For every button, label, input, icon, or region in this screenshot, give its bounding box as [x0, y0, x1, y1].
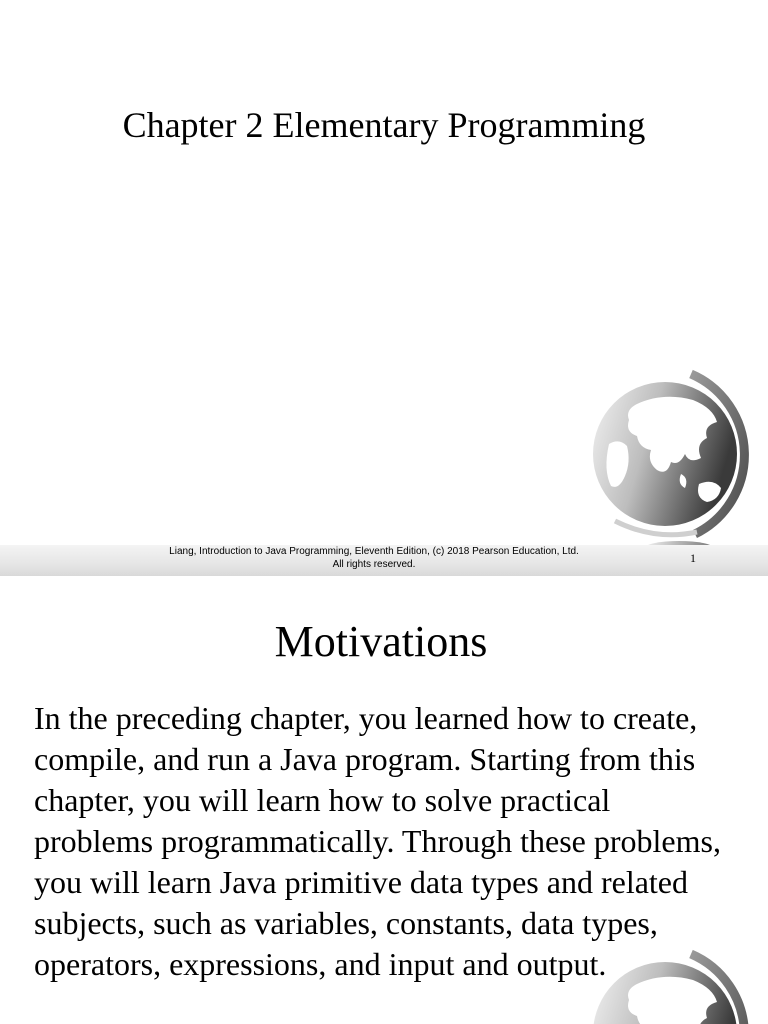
- slide-2: [0, 576, 768, 1024]
- page-number: 1: [690, 551, 696, 565]
- slide-footer: [140, 545, 608, 571]
- footer-rights: All rights reserved.: [332, 559, 416, 570]
- slide-body-text: In the preceding chapter, you learned how to create, compile, and run a Java program. Starting from this chapter, you will learn how to solve practical problems programmatically. Through these problems, you will learn Java primitive data types and related subjects, such as variables, constants, data types, operators, expressions, and input and output.: [34, 700, 721, 982]
- footer-copyright: Liang, Introduction to Java Programming, Eleventh Edition, (c) 2018 Pearson Education, Ltd.: [169, 546, 579, 557]
- globe-icon: [585, 366, 760, 561]
- slide-title: Motivations: [274, 617, 488, 666]
- slide-title: Chapter 2 Elementary Programming: [122, 105, 646, 145]
